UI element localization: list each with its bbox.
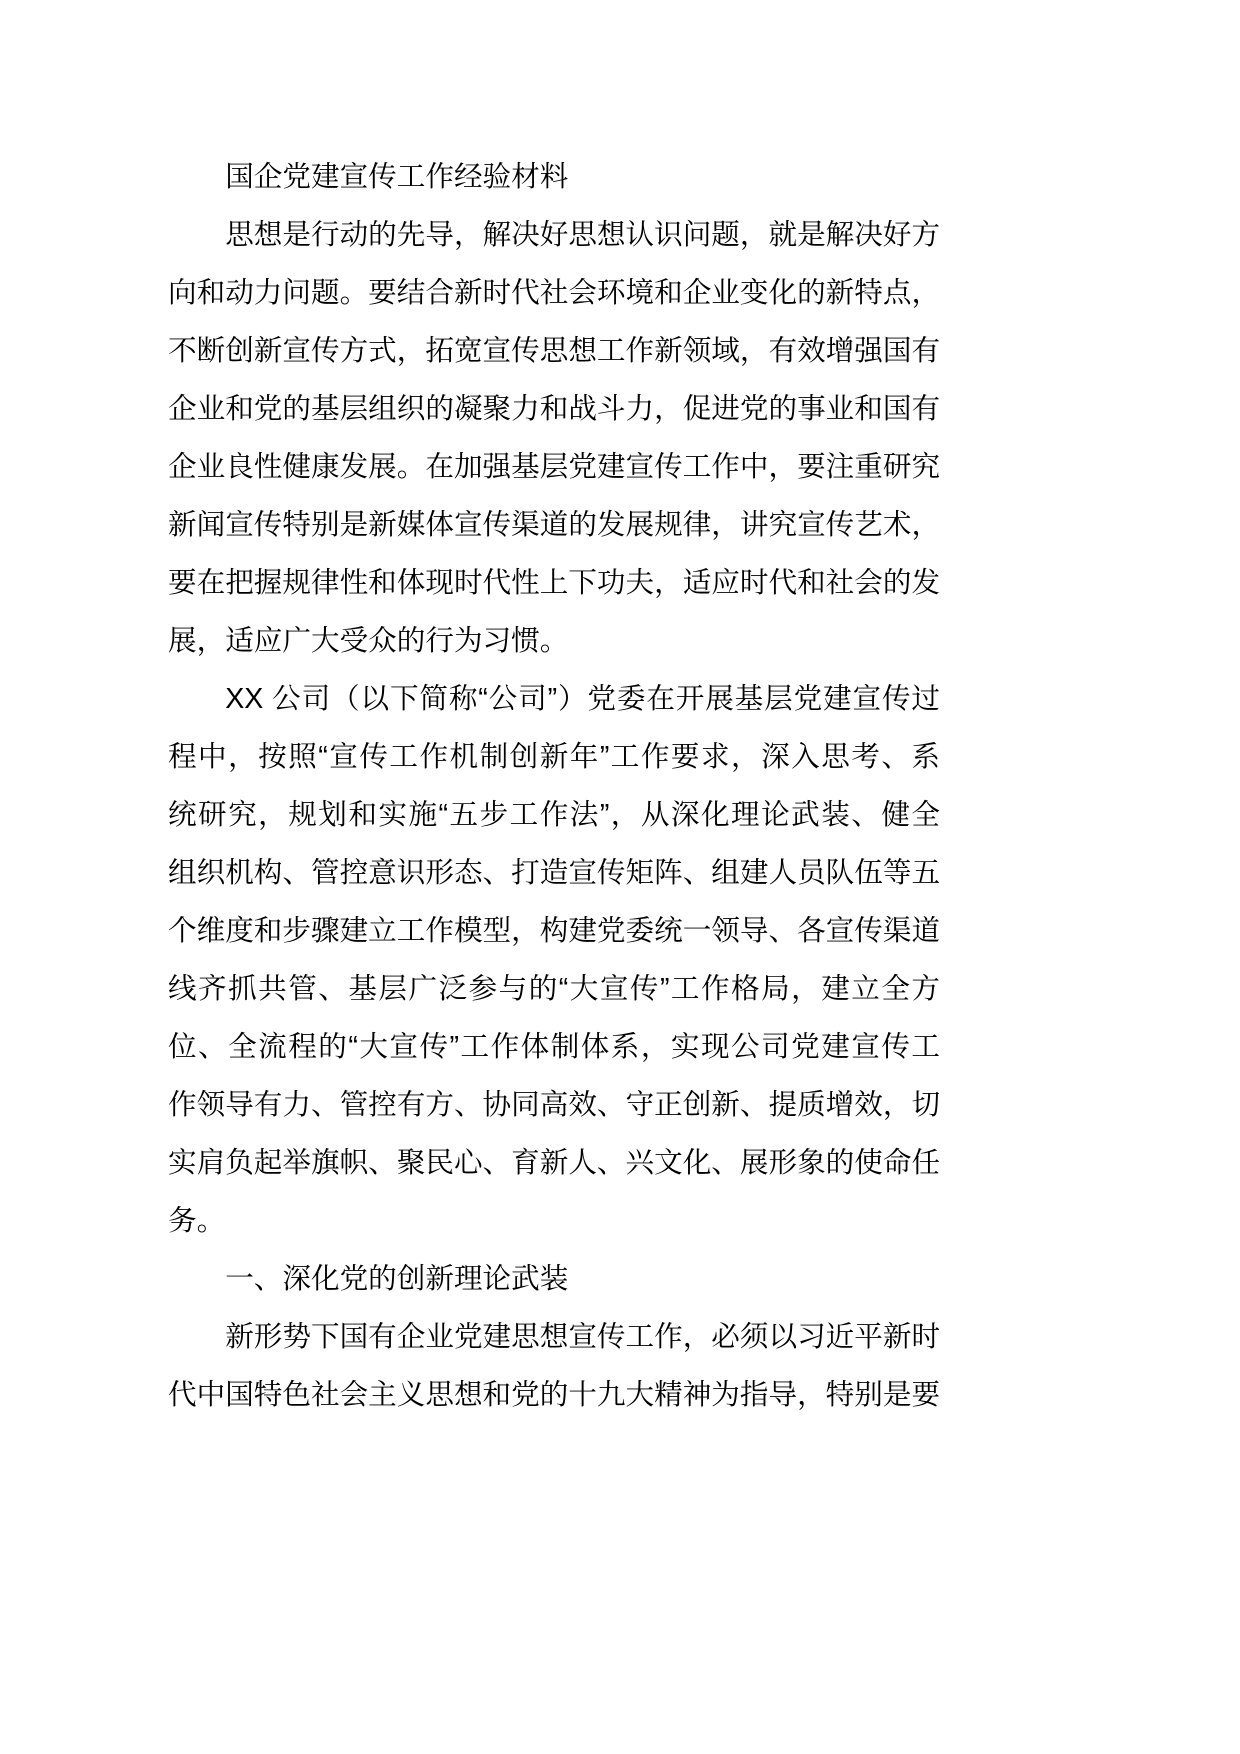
paragraph-line: 代中国特色社会主义思想和党的十九大精神为指导，特别是要 [168, 1379, 940, 1411]
paragraph-line: 要在把握规律性和体现时代性上下功夫，适应时代和社会的发 [168, 567, 940, 599]
paragraph-line: 向和动力问题。要结合新时代社会环境和企业变化的新特点， [168, 277, 940, 309]
paragraph-line: 个维度和步骤建立工作模型，构建党委统一领导、各宣传渠道 [168, 915, 940, 947]
section-heading: 一、深化党的创新理论武装 [225, 1263, 569, 1295]
paragraph-line: 企业和党的基层组织的凝聚力和战斗力，促进党的事业和国有 [168, 393, 940, 425]
paragraph-line: 新闻宣传特别是新媒体宣传渠道的发展规律，讲究宣传艺术， [168, 509, 940, 541]
paragraph-line: 不断创新宣传方式，拓宽宣传思想工作新领域，有效增强国有 [168, 335, 940, 367]
paragraph-line: 位、全流程的“大宣传”工作体制体系，实现公司党建宣传工 [168, 1031, 940, 1063]
paragraph-line: 统研究，规划和实施“五步工作法”，从深化理论武装、健全 [168, 799, 940, 831]
paragraph-line: 作领导有力、管控有方、协同高效、守正创新、提质增效，切 [168, 1089, 940, 1121]
paragraph-line: 企业良性健康发展。在加强基层党建宣传工作中，要注重研究 [168, 451, 940, 483]
paragraph-line: 新形势下国有企业党建思想宣传工作，必须以习近平新时 [225, 1321, 940, 1353]
section-1-paragraph-1 [168, 1308, 940, 1424]
paragraph-line: 组织机构、管控意识形态、打造宣传矩阵、组建人员队伍等五 [168, 857, 940, 889]
paragraph-line: 线齐抓共管、基层广泛参与的“大宣传”工作格局，建立全方 [168, 973, 940, 1005]
paragraph-line: 展，适应广大受众的行为习惯。 [168, 625, 569, 657]
paragraph-line: 实肩负起举旗帜、聚民心、育新人、兴文化、展形象的使命任 [168, 1147, 940, 1179]
paragraph-line: 思想是行动的先导，解决好思想认识问题，就是解决好方 [225, 219, 940, 251]
document-title: 国企党建宣传工作经验材料 [225, 161, 569, 193]
paragraph-line: XX 公司（以下简称“公司”）党委在开展基层党建宣传过 [225, 683, 940, 715]
paragraph-2 [168, 670, 940, 1250]
document-body [168, 148, 940, 1424]
paragraph-1 [168, 206, 940, 670]
paragraph-line: 务。 [168, 1205, 226, 1237]
paragraph-line: 程中，按照“宣传工作机制创新年”工作要求，深入思考、系 [168, 741, 940, 773]
